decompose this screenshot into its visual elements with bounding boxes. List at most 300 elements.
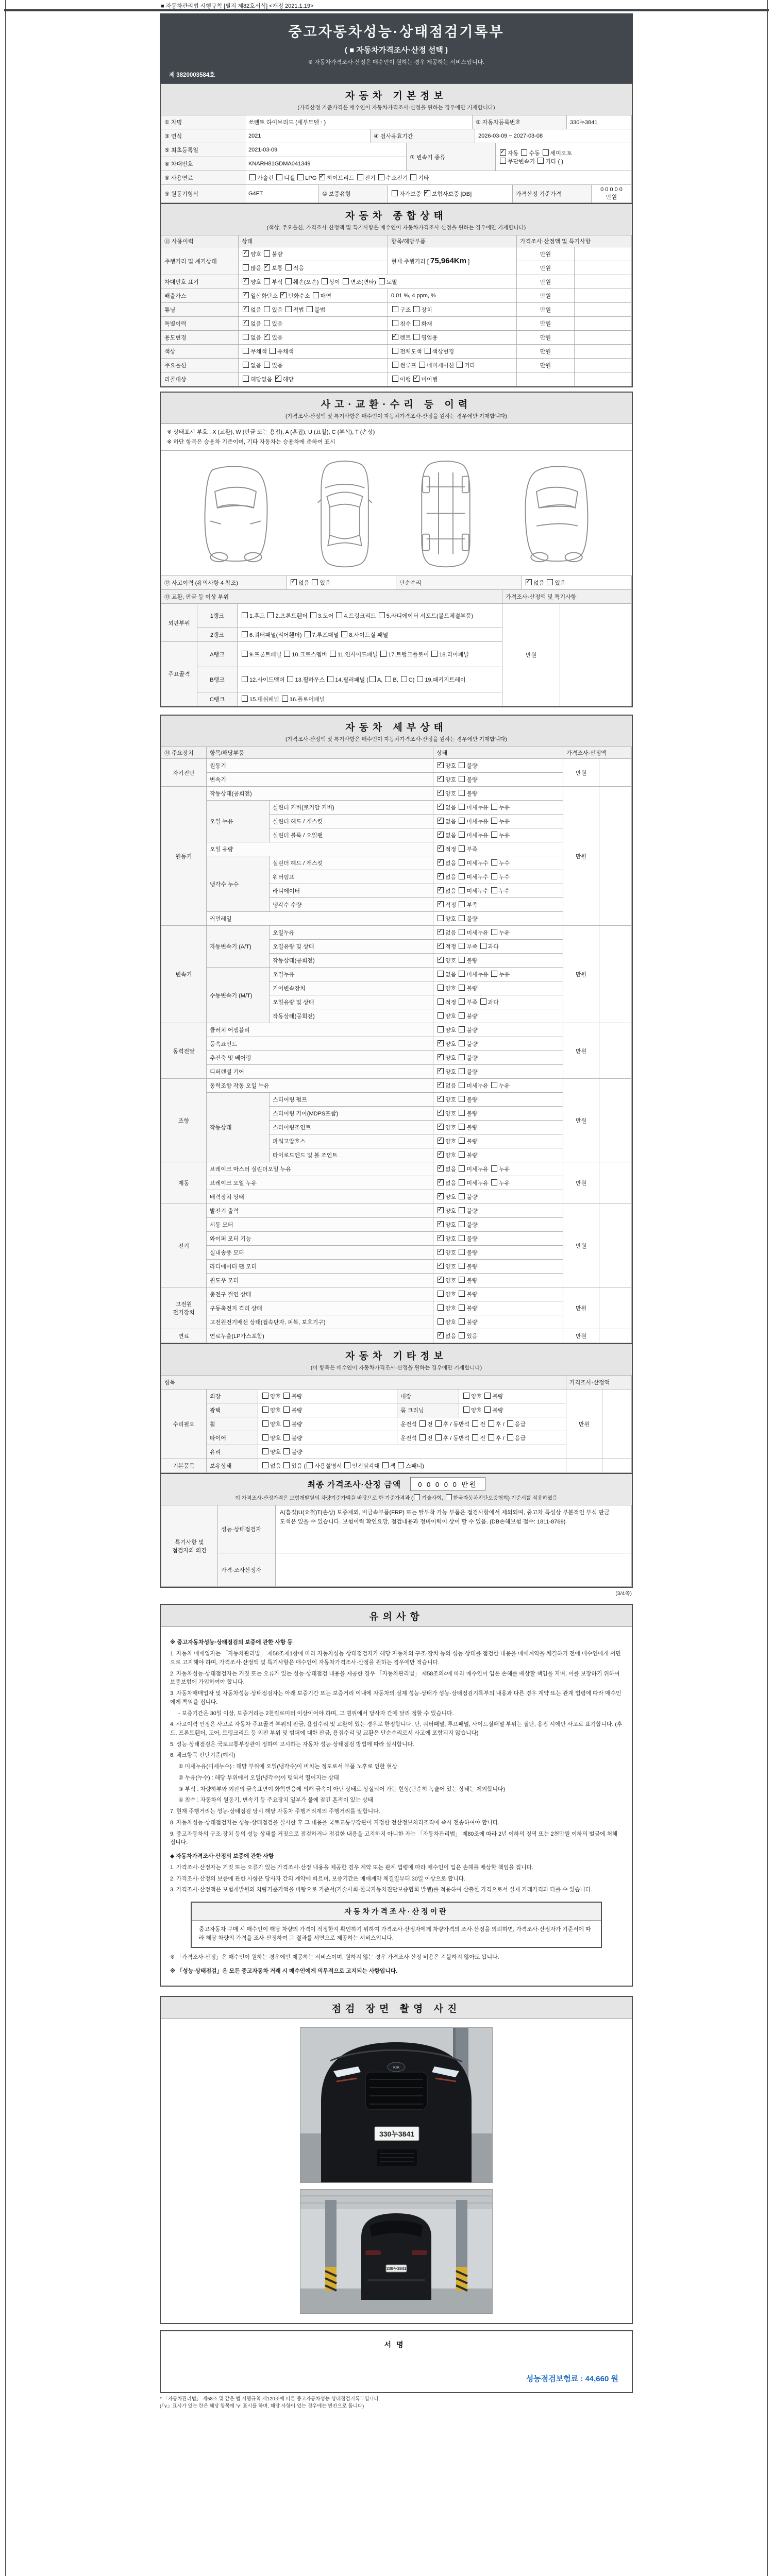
- checkbox-unchecked[interactable]: [459, 1291, 465, 1297]
- tuning-item[interactable]: 구조 장치: [388, 303, 517, 317]
- checkbox-unchecked[interactable]: [459, 1110, 465, 1116]
- state-checkboxes[interactable]: 없음 미세누유 누유: [433, 968, 563, 981]
- exterior-state[interactable]: 양호 불량: [258, 1389, 397, 1403]
- checkbox-checked[interactable]: [438, 1263, 444, 1269]
- checkbox-unchecked[interactable]: [264, 278, 270, 284]
- checkbox-unchecked[interactable]: [341, 631, 347, 637]
- state-checkboxes[interactable]: ✓ 양호 불량: [433, 1107, 563, 1121]
- checkbox-unchecked[interactable]: [459, 832, 465, 838]
- checkbox-unchecked[interactable]: [459, 1026, 465, 1032]
- state-checkboxes[interactable]: ✓ 양호 불량: [433, 787, 563, 801]
- checkbox-checked[interactable]: [264, 334, 270, 340]
- checkbox-unchecked[interactable]: [243, 334, 249, 340]
- checkbox-unchecked[interactable]: [507, 1434, 513, 1440]
- state-checkboxes[interactable]: ✓ 적정 부족 과다: [433, 940, 563, 954]
- checkbox-unchecked[interactable]: [438, 915, 444, 921]
- checkbox-unchecked[interactable]: [336, 612, 342, 618]
- state-checkboxes[interactable]: ✓ 양호 불량: [433, 1037, 563, 1051]
- checkbox-unchecked[interactable]: [438, 998, 444, 1005]
- checkbox-unchecked[interactable]: [379, 612, 385, 618]
- checkbox-unchecked[interactable]: [491, 1082, 497, 1088]
- state-checkboxes[interactable]: 적정 부족 과다: [433, 995, 563, 1009]
- accident-history-state[interactable]: ✓ 없음 있음: [287, 576, 396, 590]
- state-checkboxes[interactable]: ✓ 양호 불량: [433, 1190, 563, 1204]
- checkbox-unchecked[interactable]: [435, 1434, 442, 1440]
- checkbox-checked[interactable]: [413, 376, 419, 382]
- checkbox-unchecked[interactable]: [472, 1420, 478, 1427]
- checkbox-checked[interactable]: [438, 1221, 444, 1227]
- checkbox-checked[interactable]: [438, 1193, 444, 1199]
- checkbox-unchecked[interactable]: [459, 998, 465, 1005]
- checkbox-unchecked[interactable]: [491, 832, 497, 838]
- checkbox-unchecked[interactable]: [382, 1462, 389, 1468]
- checkbox-unchecked[interactable]: [459, 1054, 465, 1060]
- checkbox-unchecked[interactable]: [537, 158, 544, 164]
- checkbox-unchecked[interactable]: [283, 1420, 290, 1427]
- state-checkboxes[interactable]: ✓ 양호 불량: [433, 1121, 563, 1134]
- checkbox-checked[interactable]: [438, 832, 444, 838]
- checkbox-checked[interactable]: [438, 762, 444, 768]
- checkbox-unchecked[interactable]: [285, 306, 292, 312]
- state-checkboxes[interactable]: 양호 불량: [433, 981, 563, 995]
- options-item[interactable]: 썬루프 네비게이션 기타: [388, 359, 517, 372]
- checkbox-checked[interactable]: [424, 190, 430, 196]
- checkbox-checked[interactable]: [438, 845, 444, 852]
- checkbox-unchecked[interactable]: [242, 631, 248, 637]
- checkbox-unchecked[interactable]: [491, 804, 497, 810]
- rankC-items[interactable]: 15.대쉬패널 16.플로어패널: [238, 692, 502, 706]
- checkbox-unchecked[interactable]: [457, 362, 463, 368]
- checkbox-unchecked[interactable]: [459, 1221, 465, 1227]
- wheel-detail[interactable]: 운전석 전 후 / 동반석 전 후 / 응급: [397, 1417, 566, 1431]
- checkbox-checked[interactable]: [438, 957, 444, 963]
- checkbox-unchecked[interactable]: [459, 1179, 465, 1185]
- mileage-state-2[interactable]: 많음 ✓보통 적음: [239, 261, 388, 275]
- checkbox-unchecked[interactable]: [410, 174, 416, 180]
- state-checkboxes[interactable]: 양호 불량: [433, 1315, 563, 1329]
- checkbox-unchecked[interactable]: [270, 348, 276, 354]
- state-checkboxes[interactable]: 양호 불량: [433, 1023, 563, 1037]
- checkbox-unchecked[interactable]: [242, 651, 248, 657]
- checkbox-unchecked[interactable]: [438, 1291, 444, 1297]
- checkbox-checked[interactable]: [280, 292, 287, 298]
- checkbox-checked[interactable]: [438, 1151, 444, 1158]
- checkbox-unchecked[interactable]: [297, 174, 304, 180]
- checkbox-checked[interactable]: [438, 1277, 444, 1283]
- checkbox-checked[interactable]: [438, 1124, 444, 1130]
- checkbox-checked[interactable]: [438, 790, 444, 796]
- checkbox-unchecked[interactable]: [287, 676, 293, 682]
- usage-change-state[interactable]: 없음 ✓있음: [239, 331, 388, 345]
- checkbox-unchecked[interactable]: [521, 149, 527, 156]
- state-checkboxes[interactable]: 양호 불량: [433, 912, 563, 926]
- usage-change-item[interactable]: ✓ 렌트 영업용: [388, 331, 517, 345]
- checkbox-unchecked[interactable]: [385, 676, 391, 682]
- checkbox-unchecked[interactable]: [459, 971, 465, 977]
- state-checkboxes[interactable]: ✓ 없음 있음: [433, 1329, 563, 1343]
- sub-group-label: 작동상태: [207, 1093, 270, 1162]
- checkbox-unchecked[interactable]: [285, 264, 292, 270]
- checkbox-checked[interactable]: [291, 579, 297, 585]
- polish-state[interactable]: 양호 불량: [258, 1403, 397, 1417]
- checkbox-unchecked[interactable]: [438, 1012, 444, 1019]
- checkbox-unchecked[interactable]: [243, 376, 249, 382]
- interior-state[interactable]: 양호 불량: [459, 1389, 566, 1403]
- checkbox-unchecked[interactable]: [305, 631, 311, 637]
- checkbox-unchecked[interactable]: [243, 348, 249, 354]
- checkbox-checked[interactable]: [392, 334, 398, 340]
- checkbox-unchecked[interactable]: [413, 306, 419, 312]
- checkbox-unchecked[interactable]: [480, 943, 486, 949]
- checkbox-unchecked[interactable]: [243, 264, 249, 270]
- signature-box[interactable]: [161, 2331, 632, 2392]
- checkbox-unchecked[interactable]: [459, 845, 465, 852]
- state-checkboxes[interactable]: ✓ 없음 미세누유 누유: [433, 815, 563, 828]
- state-checkboxes[interactable]: ✓ 양호 불량: [433, 1065, 563, 1079]
- checkbox-unchecked[interactable]: [438, 1304, 444, 1311]
- checkbox-checked[interactable]: [438, 1054, 444, 1060]
- checkbox-unchecked[interactable]: [262, 1406, 268, 1413]
- checkbox-unchecked[interactable]: [459, 1138, 465, 1144]
- checkbox-checked[interactable]: [243, 320, 249, 326]
- warranty-type-options[interactable]: 자가보증 ✓보험사보증 [DB]: [388, 185, 513, 203]
- checkbox-checked[interactable]: [438, 1110, 444, 1116]
- checkbox-unchecked[interactable]: [459, 873, 465, 879]
- checkbox-unchecked[interactable]: [459, 1193, 465, 1199]
- basic-info-row34: [161, 143, 632, 171]
- checkbox-unchecked[interactable]: [459, 1040, 465, 1046]
- tuning-state[interactable]: ✓ 없음 있음 적법 불법: [239, 303, 388, 317]
- checkbox-unchecked[interactable]: [262, 1434, 268, 1440]
- checkbox-unchecked[interactable]: [472, 1434, 478, 1440]
- checkbox-unchecked[interactable]: [459, 1277, 465, 1283]
- checkbox-unchecked[interactable]: [327, 676, 333, 682]
- checkbox-unchecked[interactable]: [463, 1406, 469, 1413]
- checkbox-unchecked[interactable]: [283, 1406, 290, 1413]
- checkbox-checked[interactable]: [438, 776, 444, 782]
- checkbox-checked[interactable]: [438, 1040, 444, 1046]
- checkbox-unchecked[interactable]: [264, 362, 270, 368]
- state-checkboxes[interactable]: ✓ 양호 불량: [433, 1232, 563, 1246]
- checkbox-unchecked[interactable]: [488, 1420, 494, 1427]
- checkbox-checked[interactable]: [438, 1179, 444, 1185]
- checkbox-unchecked[interactable]: [491, 1165, 497, 1172]
- checkbox-unchecked[interactable]: [419, 362, 425, 368]
- item-label: 스티어링조인트: [270, 1121, 433, 1134]
- checkbox-unchecked[interactable]: [488, 1434, 494, 1440]
- checkbox-checked[interactable]: [438, 1082, 444, 1088]
- checkbox-unchecked[interactable]: [283, 1393, 290, 1399]
- state-checkboxes[interactable]: ✓ 없음 미세누유 누유: [433, 1176, 563, 1190]
- checkbox-unchecked[interactable]: [262, 1448, 268, 1454]
- document-title: 중고자동차성능·상태점검기록부: [288, 24, 505, 40]
- checkbox-unchecked[interactable]: [392, 190, 398, 196]
- checkbox-unchecked[interactable]: [307, 1462, 313, 1468]
- checkbox-unchecked[interactable]: [459, 943, 465, 949]
- checkbox-unchecked[interactable]: [438, 1026, 444, 1032]
- recall-item[interactable]: 이행 ✓미이행: [388, 372, 517, 386]
- checkbox-unchecked[interactable]: [276, 174, 282, 180]
- checkbox-unchecked[interactable]: [547, 579, 553, 585]
- checkbox-unchecked[interactable]: [392, 362, 398, 368]
- checkbox-checked[interactable]: [438, 1068, 444, 1074]
- checkbox-checked[interactable]: [438, 929, 444, 935]
- checkbox-checked[interactable]: [438, 1096, 444, 1102]
- state-checkboxes[interactable]: ✓ 없음 미세누유 누유: [433, 801, 563, 815]
- vin-value: KNARH81GDMA041349: [245, 157, 407, 171]
- checkbox-unchecked[interactable]: [282, 696, 288, 702]
- checkbox-checked[interactable]: [438, 901, 444, 907]
- checkbox-unchecked[interactable]: [484, 1393, 491, 1399]
- checkbox-unchecked[interactable]: [500, 158, 506, 164]
- checkbox-unchecked[interactable]: [459, 1235, 465, 1241]
- checkbox-checked[interactable]: [243, 292, 249, 298]
- checkbox-unchecked[interactable]: [491, 873, 497, 879]
- state-checkboxes[interactable]: ✓ 양호 불량: [433, 1274, 563, 1287]
- checkbox-unchecked[interactable]: [507, 1420, 513, 1427]
- vin-mark-state[interactable]: ✓ 양호 부식 훼손(오손) 상이 변조(변타) 도말: [239, 275, 517, 289]
- state-checkboxes[interactable]: ✓ 없음 미세누수 누수: [433, 870, 563, 884]
- checkbox-unchecked[interactable]: [459, 915, 465, 921]
- checkbox-unchecked[interactable]: [435, 1420, 442, 1427]
- state-checkboxes[interactable]: ✓ 양호 불량: [433, 954, 563, 968]
- checkbox-unchecked[interactable]: [264, 320, 270, 326]
- checkbox-unchecked[interactable]: [419, 1420, 426, 1427]
- checkbox-unchecked[interactable]: [357, 174, 363, 180]
- checkbox-unchecked[interactable]: [267, 612, 274, 618]
- state-checkboxes[interactable]: ✓ 적정 부족: [433, 842, 563, 856]
- checkbox-unchecked[interactable]: [459, 1263, 465, 1269]
- checkbox-unchecked[interactable]: [425, 348, 431, 354]
- checkbox-unchecked[interactable]: [417, 676, 423, 682]
- checkbox-unchecked[interactable]: [249, 174, 256, 180]
- checkbox-unchecked[interactable]: [392, 306, 398, 312]
- checkbox-unchecked[interactable]: [459, 1068, 465, 1074]
- state-checkboxes[interactable]: ✓ 없음 미세누수 누수: [433, 856, 563, 870]
- checkbox-checked[interactable]: [438, 873, 444, 879]
- checkbox-unchecked[interactable]: [242, 696, 248, 702]
- checkbox-unchecked[interactable]: [491, 1179, 497, 1185]
- checkbox-checked[interactable]: [438, 804, 444, 810]
- checkbox-unchecked[interactable]: [242, 676, 248, 682]
- color-item[interactable]: 전체도색 색상변경: [388, 345, 517, 359]
- checkbox-checked[interactable]: [438, 818, 444, 824]
- detail-row: [161, 1162, 632, 1176]
- checkbox-unchecked[interactable]: [459, 776, 465, 782]
- car-diagram-front-quarter: [197, 461, 274, 566]
- checkbox-unchecked[interactable]: [463, 1393, 469, 1399]
- checkbox-unchecked[interactable]: [459, 1096, 465, 1102]
- checkbox-unchecked[interactable]: [330, 651, 336, 657]
- rankB-items[interactable]: 12.사이드멤버 13.휠하우스 14.필러패널 ( A, B, C) 19.패키지트레이: [238, 667, 502, 692]
- checkbox-checked[interactable]: [438, 1207, 444, 1213]
- checkbox-unchecked[interactable]: [491, 929, 497, 935]
- checkbox-checked[interactable]: [264, 264, 270, 270]
- checkbox-unchecked[interactable]: [459, 859, 465, 866]
- state-checkboxes[interactable]: ✓ 적정 부족: [433, 898, 563, 912]
- checkbox-unchecked[interactable]: [459, 1012, 465, 1019]
- checkbox-unchecked[interactable]: [283, 1434, 290, 1440]
- device-label: 제동: [161, 1162, 207, 1204]
- checkbox-unchecked[interactable]: [459, 1124, 465, 1130]
- checkbox-checked[interactable]: [438, 1249, 444, 1255]
- checkbox-unchecked[interactable]: [459, 1318, 465, 1325]
- checkbox-unchecked[interactable]: [459, 818, 465, 824]
- checkbox-unchecked[interactable]: [307, 306, 313, 312]
- transmission-value[interactable]: [496, 143, 632, 171]
- state-checkboxes[interactable]: ✓ 양호 불량: [433, 1260, 563, 1274]
- checkbox-unchecked[interactable]: [459, 1082, 465, 1088]
- special-history-state[interactable]: ✓ 없음 있음: [239, 317, 388, 331]
- rank2-items[interactable]: 6.쿼터패널(리어휀더) 7.루프패널 8.사이드실 패널: [238, 628, 502, 642]
- checkbox-unchecked[interactable]: [459, 901, 465, 907]
- checkbox-checked[interactable]: [526, 579, 532, 585]
- state-checkboxes[interactable]: 양호 불량: [433, 1287, 563, 1301]
- checkbox-unchecked[interactable]: [369, 676, 376, 682]
- checkbox-checked[interactable]: [243, 306, 249, 312]
- state-checkboxes[interactable]: ✓ 양호 불량: [433, 1093, 563, 1107]
- checkbox-unchecked[interactable]: [438, 1318, 444, 1325]
- fuel-options[interactable]: 가솔린 디젤 LPG ✓하이브리드 전기 수소전기 기타: [245, 171, 632, 185]
- checkbox-unchecked[interactable]: [401, 676, 407, 682]
- basic-info-subtitle: (가격산정 기준가격은 매수인이 자동차가격조사·산정을 원하는 경우에만 기재합니다): [297, 105, 495, 111]
- transmission-options-1[interactable]: ✓자동 수동 세미오토: [499, 149, 628, 157]
- checkbox-unchecked[interactable]: [392, 320, 398, 326]
- state-checkboxes[interactable]: ✓ 없음 미세누유 누유: [433, 1162, 563, 1176]
- emission-state[interactable]: ✓ 일산화탄소 ✓탄화수소 매연: [239, 289, 388, 303]
- state-checkboxes[interactable]: ✓ 없음 미세누유 누유: [433, 828, 563, 842]
- checkbox-unchecked[interactable]: [285, 278, 292, 284]
- checkbox-unchecked[interactable]: [413, 320, 419, 326]
- state-checkboxes[interactable]: ✓ 양호 불량: [433, 1051, 563, 1065]
- checkbox-unchecked[interactable]: [283, 1448, 290, 1454]
- rank1-items[interactable]: 1.후드 2.프론트휀더 3.도어 4.트렁크리드 5.라디에이터 서포트(볼트체결부품): [238, 604, 502, 628]
- checkbox-unchecked[interactable]: [284, 651, 290, 657]
- checkbox-unchecked[interactable]: [419, 1434, 426, 1440]
- checkbox-unchecked[interactable]: [438, 971, 444, 977]
- checkbox-unchecked[interactable]: [480, 998, 486, 1005]
- checkbox-checked[interactable]: [438, 1332, 444, 1338]
- state-checkboxes[interactable]: 양호 불량: [433, 1009, 563, 1023]
- checkbox-unchecked[interactable]: [322, 278, 328, 284]
- checkbox-unchecked[interactable]: [312, 579, 318, 585]
- checkbox-unchecked[interactable]: [543, 149, 549, 156]
- state-checkboxes[interactable]: ✓ 양호 불량: [433, 1134, 563, 1148]
- checkbox-unchecked[interactable]: [392, 348, 398, 354]
- state-checkboxes[interactable]: ✓ 없음 미세누유 누유: [433, 926, 563, 940]
- checkbox-unchecked[interactable]: [313, 292, 319, 298]
- state-checkboxes[interactable]: ✓ 양호 불량: [433, 759, 563, 773]
- checkbox-unchecked[interactable]: [392, 376, 398, 382]
- checkbox-unchecked[interactable]: [310, 612, 316, 618]
- checkbox-unchecked[interactable]: [398, 1462, 404, 1468]
- color-state[interactable]: 무채색 유채색: [239, 345, 388, 359]
- checkbox-unchecked[interactable]: [459, 1249, 465, 1255]
- checkbox-unchecked[interactable]: [344, 1462, 350, 1468]
- checkbox-unchecked[interactable]: [431, 651, 438, 657]
- checkbox-unchecked[interactable]: [459, 790, 465, 796]
- checkbox-checked[interactable]: [275, 376, 281, 382]
- checkbox-unchecked[interactable]: [262, 1462, 268, 1468]
- checkbox-unchecked[interactable]: [484, 1406, 491, 1413]
- state-checkboxes[interactable]: ✓ 없음 미세누수 누수: [433, 884, 563, 898]
- state-checkboxes[interactable]: ✓ 양호 불량: [433, 1246, 563, 1260]
- checkbox-unchecked[interactable]: [491, 859, 497, 866]
- checkbox-unchecked[interactable]: [343, 278, 349, 284]
- checkbox-unchecked[interactable]: [438, 985, 444, 991]
- checkbox-checked[interactable]: [438, 943, 444, 949]
- checkbox-checked[interactable]: [500, 149, 506, 156]
- options-state[interactable]: 없음 있음: [239, 359, 388, 372]
- simple-repair-state[interactable]: ✓ 없음 있음: [522, 576, 632, 590]
- checkbox-unchecked[interactable]: [414, 1494, 420, 1500]
- basic-items-state[interactable]: 없음 있음 ( 사용설명서 안전삼각대 잭 스패너): [258, 1459, 566, 1473]
- checkbox-checked[interactable]: [438, 859, 444, 866]
- checkbox-unchecked[interactable]: [413, 334, 419, 340]
- state-checkboxes[interactable]: ✓ 양호 불량: [433, 1148, 563, 1162]
- checkbox-unchecked[interactable]: [459, 1165, 465, 1172]
- checkbox-unchecked[interactable]: [459, 887, 465, 893]
- state-checkboxes[interactable]: ✓ 양호 불량: [433, 1218, 563, 1232]
- checkbox-unchecked[interactable]: [243, 362, 249, 368]
- room-cleaning-state[interactable]: 양호 불량: [459, 1403, 566, 1417]
- state-checkboxes[interactable]: ✓ 양호 불량: [433, 1204, 563, 1218]
- checkbox-unchecked[interactable]: [459, 985, 465, 991]
- mileage-state-1[interactable]: ✓양호 불량: [239, 247, 388, 261]
- checkbox-unchecked[interactable]: [459, 804, 465, 810]
- checkbox-unchecked[interactable]: [446, 1494, 452, 1500]
- state-checkboxes[interactable]: ✓ 없음 미세누유 누유: [433, 1079, 563, 1093]
- checkbox-unchecked[interactable]: [242, 612, 248, 618]
- special-history-item[interactable]: 침수 화재: [388, 317, 517, 331]
- checkbox-unchecked[interactable]: [262, 1393, 268, 1399]
- checkbox-checked[interactable]: [438, 1235, 444, 1241]
- tire-state[interactable]: 양호 불량: [258, 1431, 397, 1445]
- checkbox-unchecked[interactable]: [459, 762, 465, 768]
- transmission-options-2[interactable]: 무단변속기 기타 ( ): [499, 157, 628, 165]
- checkbox-unchecked[interactable]: [378, 174, 384, 180]
- checkbox-checked[interactable]: [438, 1138, 444, 1144]
- checkbox-unchecked[interactable]: [491, 887, 497, 893]
- checkbox-unchecked[interactable]: [459, 929, 465, 935]
- checkbox-checked[interactable]: [319, 174, 325, 180]
- checkbox-unchecked[interactable]: [283, 1462, 290, 1468]
- checkbox-unchecked[interactable]: [459, 1304, 465, 1311]
- checkbox-unchecked[interactable]: [264, 250, 270, 257]
- checkbox-unchecked[interactable]: [459, 1332, 465, 1338]
- checkbox-unchecked[interactable]: [459, 1151, 465, 1158]
- checkbox-unchecked[interactable]: [380, 651, 386, 657]
- checkbox-checked[interactable]: [438, 1165, 444, 1172]
- recall-state[interactable]: 해당없음 ✓해당: [239, 372, 388, 386]
- checkbox-unchecked[interactable]: [491, 818, 497, 824]
- tire-detail[interactable]: 운전석 전 후 / 동반석 전 후 / 응급: [397, 1431, 566, 1445]
- state-checkboxes[interactable]: 양호 불량: [433, 1301, 563, 1315]
- rankA-items[interactable]: 9.프론트패널 10.크로스멤버 11.인사이드패널 17.트렁크플로어 18.리어패널: [238, 642, 502, 667]
- checkbox-checked[interactable]: [438, 887, 444, 893]
- checkbox-unchecked[interactable]: [262, 1420, 268, 1427]
- checkbox-checked[interactable]: [243, 250, 249, 257]
- checkbox-unchecked[interactable]: [459, 1207, 465, 1213]
- wheel-state[interactable]: 양호 불량: [258, 1417, 397, 1431]
- checkbox-unchecked[interactable]: [264, 306, 270, 312]
- checkbox-unchecked[interactable]: [459, 957, 465, 963]
- checkbox-checked[interactable]: [243, 278, 249, 284]
- checkbox-unchecked[interactable]: [379, 278, 385, 284]
- state-checkboxes[interactable]: ✓ 양호 불량: [433, 773, 563, 787]
- checkbox-unchecked[interactable]: [491, 971, 497, 977]
- glass-state[interactable]: 양호 불량: [258, 1445, 566, 1459]
